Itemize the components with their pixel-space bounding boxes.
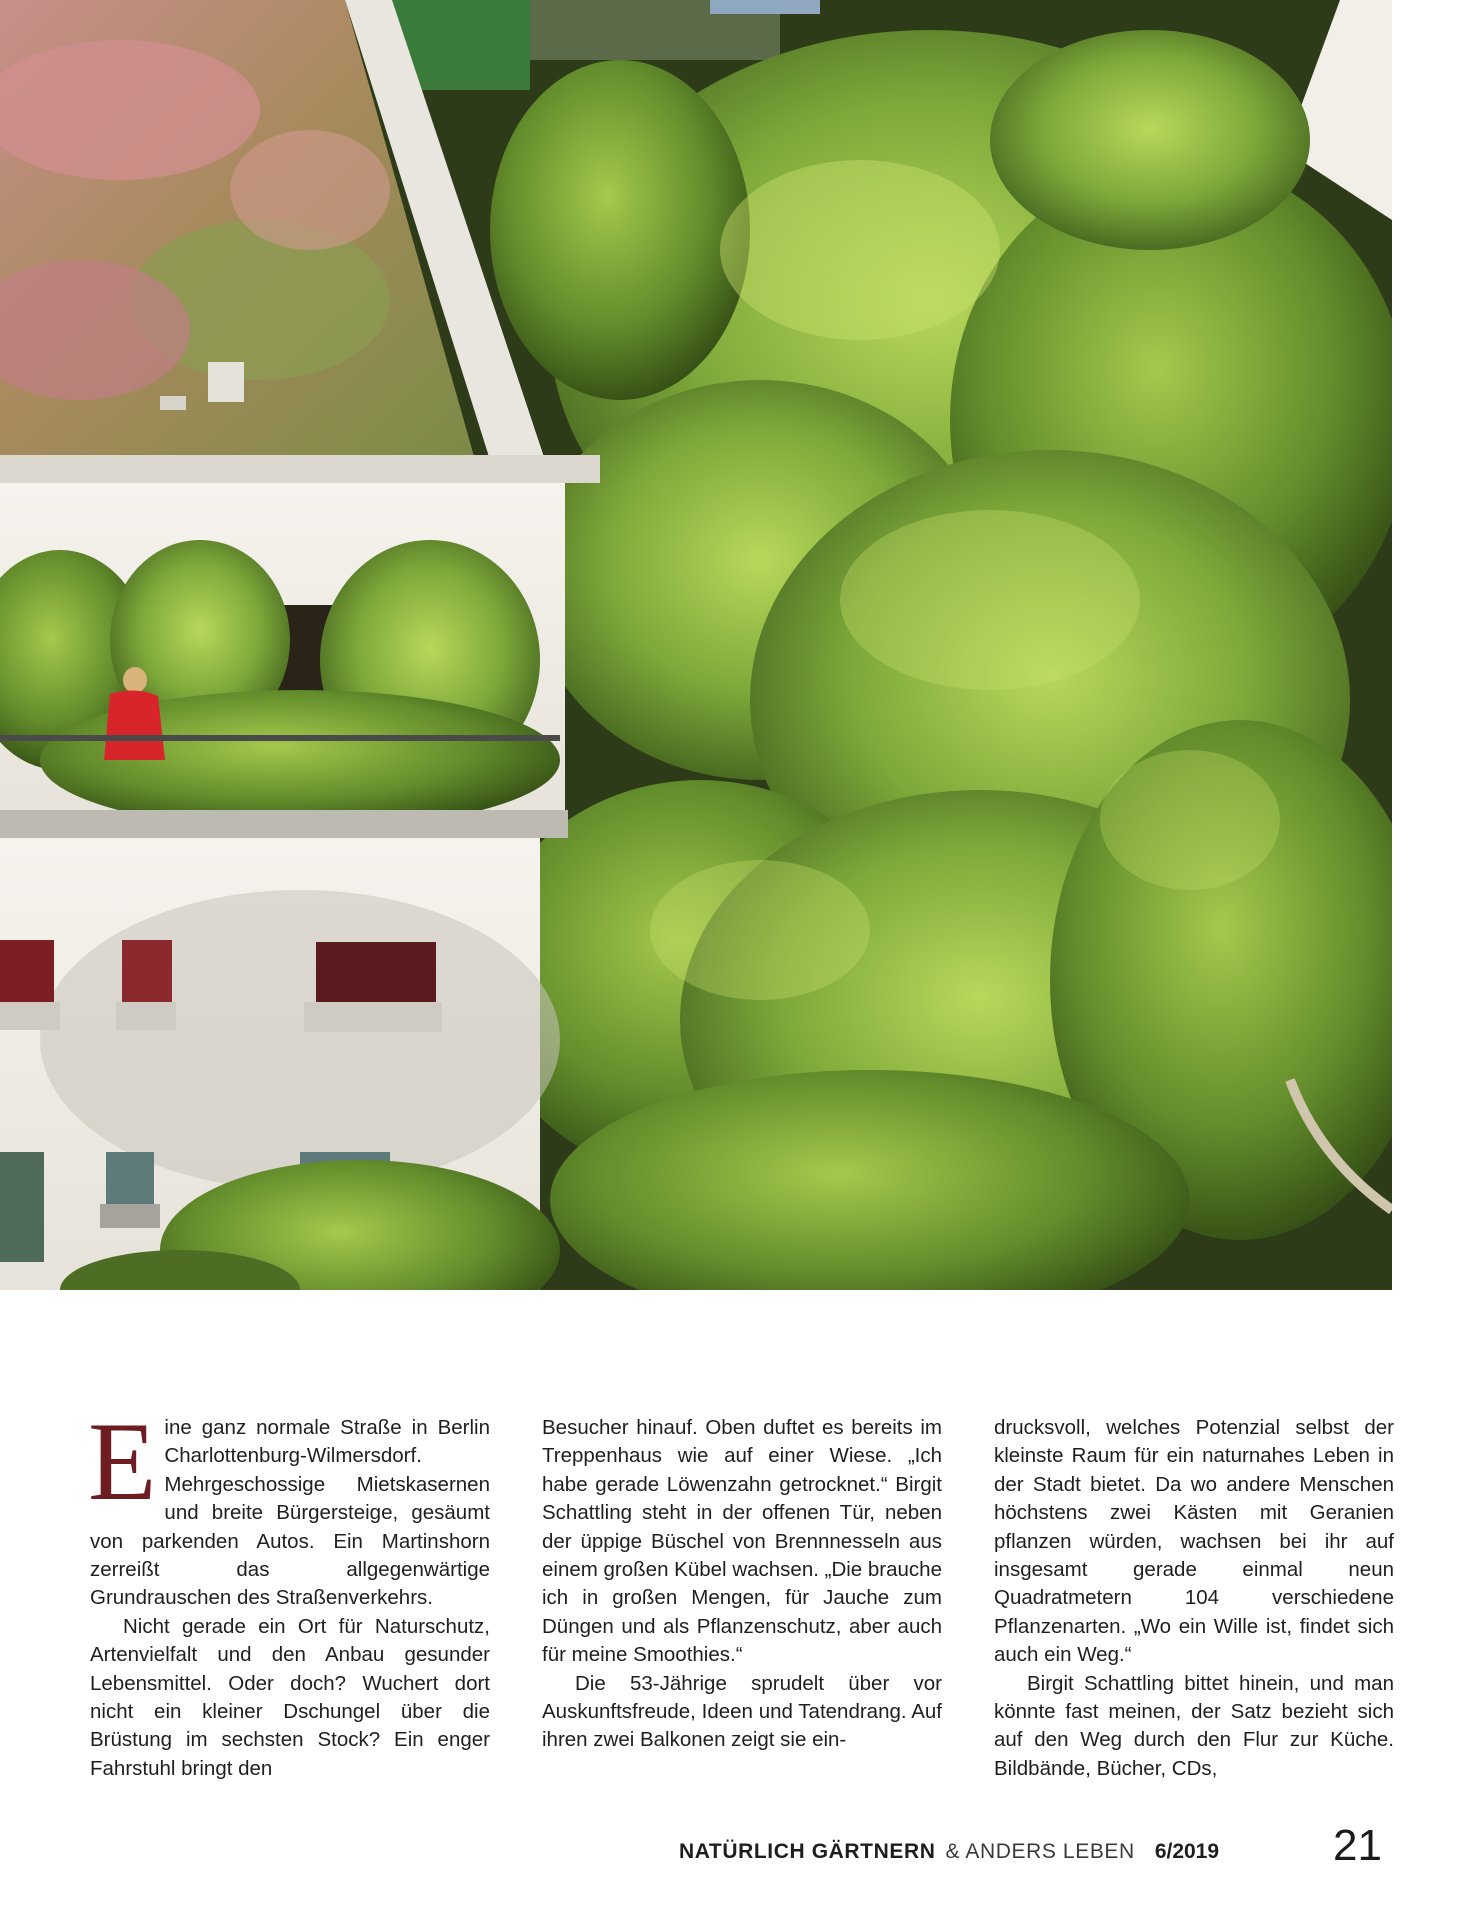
page-footer: [679, 1818, 1382, 1870]
article-column-2: [542, 1414, 942, 1755]
paragraph: Birgit Schattling bittet hinein, und man könnte fast meinen, der Satz bezieht sich auf den Weg durch den Flur zur Küche. Bildbände, Bücher, CDs,: [994, 1671, 1394, 1780]
paragraph: Nicht gerade ein Ort für Naturschutz, Artenvielfalt und den Anbau gesunder Lebensmittel. Oder doch? Wuchert dort nicht ein kleiner Dschungel über die Brüstung im sechsten Stock? Ein enger Fahrstuhl bringt den: [90, 1614, 490, 1780]
paragraph: [88, 1400, 490, 1613]
paragraph-text: ine ganz normale Straße in Berlin Charlottenburg-Wilmersdorf. Mehrgeschossige Mietskasernen und breite Bürgersteige, gesäumt von parkenden Autos. Ein Martinshorn zerreißt das allgegenwärtige Grundrauschen des Straßenverkehrs.: [90, 1416, 490, 1610]
article-body: [88, 1400, 1394, 1794]
drop-cap: E: [88, 1400, 157, 1524]
magazine-subtitle: & ANDERS LEBEN: [945, 1840, 1135, 1863]
article-column-3: [994, 1414, 1394, 1783]
tree-canopy: [480, 30, 1392, 1290]
magazine-title: NATÜRLICH GÄRTNERN: [678, 1840, 936, 1863]
paragraph: Besucher hinauf. Oben duftet es bereits im Treppenhaus wie auf einer Wiese. „Ich habe gerade Löwenzahn getrocknet.“ Birgit Schattling steht in der offenen Tür, neben der üppige Büschel von Brennnesseln aus einem großen Kübel wachsen. „Die brauche ich in großen Mengen, für Jauche zum Düngen und als Pflanzenschutz, aber auch für meine Smoothies.“: [542, 1416, 942, 1667]
paragraph: Die 53-Jährige sprudelt über vor Auskunftsfreude, Ideen und Tatendrang. Auf ihren zwei Balkonen zeigt sie ein-: [542, 1671, 942, 1752]
issue-number: 6/2019: [1154, 1840, 1220, 1863]
paragraph: drucksvoll, welches Potenzial selbst der kleinste Raum für ein naturnahes Leben in der Stadt bietet. Da wo andere Menschen höchstens zwei Kästen mit Geranien pflanzen würden, wachsen bei ihr auf insgesamt gerade einmal neun Quadratmetern 104 verschiedene Pflanzenarten. „Wo ein Wille ist, findet sich auch ein Weg.“: [994, 1416, 1394, 1667]
article-column-1: [88, 1400, 490, 1783]
page-number: 21: [1333, 1821, 1382, 1870]
